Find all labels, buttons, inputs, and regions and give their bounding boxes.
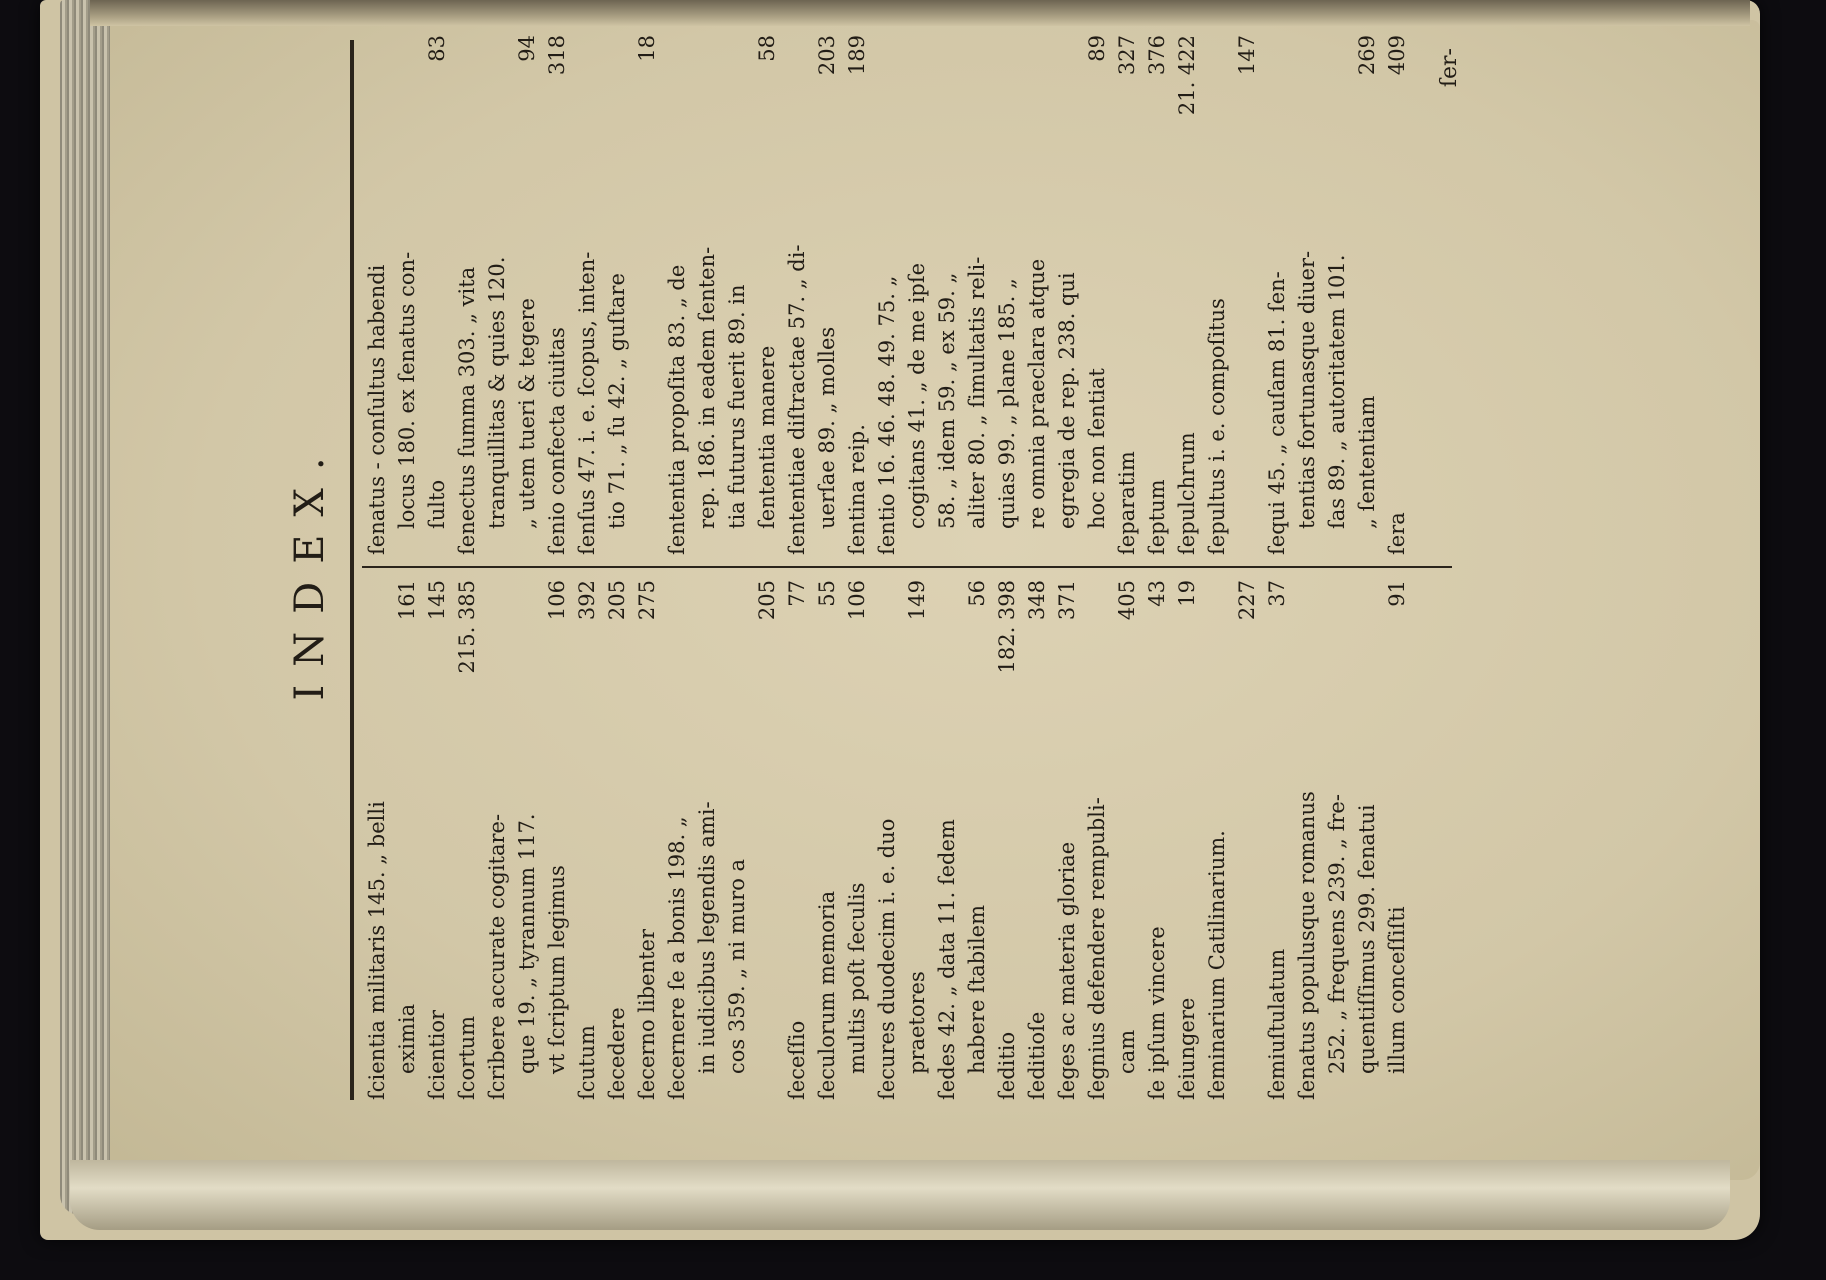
index-entry — [1052, 35, 1082, 555]
index-entry — [602, 580, 632, 1100]
index-term: ſcientia militaris 145. „ belli — [365, 801, 389, 1100]
index-term: ſecernere ſe a bonis 198. „ — [665, 816, 689, 1100]
index-term: habere ſtabilem — [965, 904, 989, 1074]
index-entry — [902, 580, 932, 1100]
index-entry — [482, 580, 512, 1100]
index-term: ſequi 45. „ cauſam 81. ſen- — [1265, 271, 1289, 555]
index-entry — [1232, 580, 1262, 1100]
index-entry — [542, 580, 572, 1100]
index-entry — [362, 35, 392, 555]
page-reference: 56 — [965, 580, 989, 607]
page-reference: 21. 422 — [1175, 35, 1199, 116]
index-term: tranquillitas & quies 120. — [485, 256, 509, 529]
index-entry — [722, 580, 752, 1100]
index-term: ſenatus - conſultus habendi — [365, 264, 389, 555]
index-term: ſepultus i. e. compoſitus — [1205, 298, 1229, 555]
page-reference: 275 — [635, 580, 659, 621]
index-entry — [872, 35, 902, 555]
index-term: ſentio 16. 46. 48. 49. 75. „ — [875, 275, 899, 555]
page-reference: 405 — [1115, 580, 1139, 621]
index-term: ſeculorum memoria — [815, 890, 839, 1100]
index-entry — [812, 35, 842, 555]
header-rule — [350, 40, 354, 1100]
page-reference: 106 — [545, 580, 569, 621]
index-term: ſedes 42. „ data 11. ſedem — [935, 819, 959, 1100]
index-entry — [602, 35, 632, 555]
index-entry — [662, 580, 692, 1100]
index-entry — [632, 580, 662, 1100]
index-entry — [1142, 35, 1172, 555]
page-reference: 37 — [1265, 580, 1289, 607]
page-reference: 89 — [1085, 35, 1109, 62]
index-entry — [512, 580, 542, 1100]
index-term: locus 180. ex ſenatus con- — [395, 251, 419, 529]
index-term: tio 71. „ ſu 42. „ guſtare — [605, 273, 629, 529]
page-reference: 19 — [1175, 580, 1199, 607]
page-reference: 205 — [755, 580, 779, 621]
index-term: cam — [1115, 1029, 1139, 1074]
page-reference: 83 — [425, 35, 449, 62]
index-term: ſegnius defendere rempubli- — [1085, 797, 1109, 1100]
index-entry — [1322, 580, 1352, 1100]
index-entry — [1172, 35, 1202, 555]
index-entry — [422, 580, 452, 1100]
page-reference: 182. 398 — [995, 580, 1019, 674]
index-term: „ ſententiam — [1355, 395, 1379, 529]
index-entry — [362, 580, 392, 1100]
index-entry — [1292, 580, 1322, 1100]
index-term: ſas 89. „ autoritatem 101. — [1325, 254, 1349, 529]
index-entry — [1052, 580, 1082, 1100]
index-entry — [1112, 35, 1142, 555]
index-term: ſeceſſio — [785, 1020, 809, 1100]
index-term: „ utem tueri & tegere — [515, 298, 539, 529]
page-reference: 269 — [1355, 35, 1379, 76]
index-entry — [512, 35, 542, 555]
index-term: ſecedere — [605, 1007, 629, 1100]
index-entry — [692, 35, 722, 555]
index-entry — [422, 35, 452, 555]
index-term: ſenſus 47. i. e. ſcopus, inten- — [575, 251, 599, 555]
index-term: vt ſcriptum legimus — [545, 865, 569, 1074]
index-entry — [1262, 35, 1292, 555]
page-reference: 43 — [1145, 580, 1169, 607]
index-term: ſcientior — [425, 1009, 449, 1100]
index-entry — [782, 580, 812, 1100]
index-term: quentiſſimus 299. ſenatui — [1355, 804, 1379, 1074]
index-column-right — [362, 35, 1412, 555]
index-entry — [1022, 580, 1052, 1100]
index-entry — [662, 35, 692, 555]
index-entry — [1262, 580, 1292, 1100]
index-term: ſenatus populusque romanus — [1295, 791, 1319, 1100]
index-entry — [962, 580, 992, 1100]
index-entry — [962, 35, 992, 555]
page-fore-edge — [60, 0, 110, 1215]
index-entry — [752, 35, 782, 555]
index-term: ſemiuſtulatum — [1265, 948, 1289, 1100]
page-header: INDEX. — [287, 439, 333, 701]
page-reference: 77 — [785, 580, 809, 607]
index-entry — [752, 580, 782, 1100]
index-term: eximia — [395, 1003, 419, 1074]
page-reference: 18 — [635, 35, 659, 62]
index-entry — [1202, 35, 1232, 555]
index-entry — [1322, 35, 1352, 555]
index-term: ſulto — [425, 479, 449, 529]
index-term: in iudicibus legendis ami- — [695, 801, 719, 1074]
index-entry — [1142, 580, 1172, 1100]
page-reference: 215. 385 — [455, 580, 479, 674]
index-term: cos 359. „ ni muro a — [725, 858, 749, 1074]
index-entry — [452, 580, 482, 1100]
index-entry — [1292, 35, 1322, 555]
index-entry — [932, 580, 962, 1100]
index-term: praetores — [905, 971, 929, 1074]
index-term: ſeptum — [1145, 479, 1169, 555]
index-entry — [1082, 35, 1112, 555]
index-term: ſcortum — [455, 1015, 479, 1100]
index-term: tentias fortunasque diuer- — [1295, 250, 1319, 529]
index-term: ſenio confecta ciuitas — [545, 327, 569, 555]
page-reference: 58 — [755, 35, 779, 62]
page-reference: 318 — [545, 35, 569, 76]
page-reference: 94 — [515, 35, 539, 62]
index-term: ſcribere accurate cogitare- — [485, 813, 509, 1100]
index-entry — [632, 35, 662, 555]
index-term: illum conceſſiſti — [1385, 906, 1409, 1074]
index-term: re omnia praeclara atque — [1025, 258, 1049, 529]
index-term: ſeditioſe — [1025, 1011, 1049, 1100]
index-term: 252. „ frequens 239. „ fre- — [1325, 794, 1349, 1074]
index-entry — [1352, 580, 1382, 1100]
index-entry — [992, 580, 1022, 1100]
index-entry — [392, 580, 422, 1100]
column-divider — [362, 566, 1452, 568]
index-term: ſcutum — [575, 1025, 599, 1100]
page-reference: 55 — [815, 580, 839, 607]
index-term: quias 99. „ plane 185. „ — [995, 278, 1019, 529]
page-reference: 161 — [395, 580, 419, 621]
index-term: ſera — [1385, 512, 1409, 555]
page-reference: 91 — [1385, 580, 1409, 607]
index-entry — [1172, 580, 1202, 1100]
page-reference: 189 — [845, 35, 869, 76]
index-entry — [1232, 35, 1262, 555]
page-reference: 371 — [1055, 580, 1079, 621]
index-page — [60, 20, 1760, 1180]
index-term: ſecerno libenter — [635, 928, 659, 1100]
index-term: hoc non ſentiat — [1085, 368, 1109, 529]
index-entry — [1082, 580, 1112, 1100]
index-entry — [482, 35, 512, 555]
index-term: ſe ipſum vincere — [1145, 926, 1169, 1100]
index-term: que 19. „ tyrannum 117. — [515, 813, 539, 1074]
index-term: ſeparatim — [1115, 451, 1139, 555]
index-entry — [392, 35, 422, 555]
index-term: 58. „ idem 59. „ ex 59. „ — [935, 272, 959, 529]
page-reference: 106 — [845, 580, 869, 621]
index-column-left — [362, 580, 1412, 1100]
index-term: ſeminarium Catilinarium. — [1205, 830, 1229, 1100]
index-term: tia futurus fuerit 89. in — [725, 284, 749, 529]
index-term: ſepulchrum — [1175, 432, 1199, 555]
page-reference: 145 — [425, 580, 449, 621]
page-reference: 376 — [1145, 35, 1169, 76]
index-entry — [692, 580, 722, 1100]
index-term: ſeiungere — [1175, 997, 1199, 1100]
index-entry — [842, 580, 872, 1100]
page-reference: 227 — [1235, 580, 1259, 621]
index-term: ſeditio — [995, 1031, 1019, 1100]
rotated-page-content — [280, 35, 1462, 1100]
index-entry — [782, 35, 812, 555]
index-term: egregia de rep. 238. qui — [1055, 272, 1079, 529]
index-term: ſentina reip. — [845, 424, 869, 555]
book-binding-edge — [70, 1160, 1730, 1230]
index-entry — [992, 35, 1022, 555]
index-entry — [1022, 35, 1052, 555]
page-reference: 205 — [605, 580, 629, 621]
page-reference: 203 — [815, 35, 839, 76]
index-entry — [1382, 35, 1412, 555]
index-term: cogitans 41. „ de me ipſe — [905, 262, 929, 529]
index-entry — [932, 35, 962, 555]
index-entry — [812, 580, 842, 1100]
index-entry — [722, 35, 752, 555]
page-reference: 327 — [1115, 35, 1139, 76]
index-term: ſenectus ſumma 303. „ vita — [455, 266, 479, 555]
index-term: rep. 186. in eadem ſenten- — [695, 246, 719, 529]
index-entry — [572, 580, 602, 1100]
index-entry — [1382, 580, 1412, 1100]
index-term: ſententiae diſtractae 57. „ di- — [785, 244, 809, 555]
index-entry — [572, 35, 602, 555]
index-term: ſecures duodecim i. e. duo — [875, 818, 899, 1100]
index-entry — [872, 580, 902, 1100]
index-term: uerſae 89. „ molles — [815, 326, 839, 529]
index-entry — [842, 35, 872, 555]
page-reference: 149 — [905, 580, 929, 621]
page-gutter-shadow — [90, 0, 1750, 26]
page-reference: 409 — [1385, 35, 1409, 76]
index-term: ſententia propoſita 83. „ de — [665, 264, 689, 555]
index-term: multis poſt ſeculis — [845, 882, 869, 1074]
catchword: ſer- — [1437, 48, 1462, 88]
page-reference: 392 — [575, 580, 599, 621]
index-entry — [1112, 580, 1142, 1100]
index-term: aliter 80. „ ſimultatis reli- — [965, 256, 989, 529]
page-reference: 147 — [1235, 35, 1259, 76]
index-entry — [1202, 580, 1232, 1100]
index-term: ſeges ac materia gloriae — [1055, 841, 1079, 1100]
index-entry — [452, 35, 482, 555]
index-entry — [1352, 35, 1382, 555]
index-entry — [542, 35, 572, 555]
index-term: ſententia manere — [755, 345, 779, 529]
page-reference: 348 — [1025, 580, 1049, 621]
index-entry — [902, 35, 932, 555]
